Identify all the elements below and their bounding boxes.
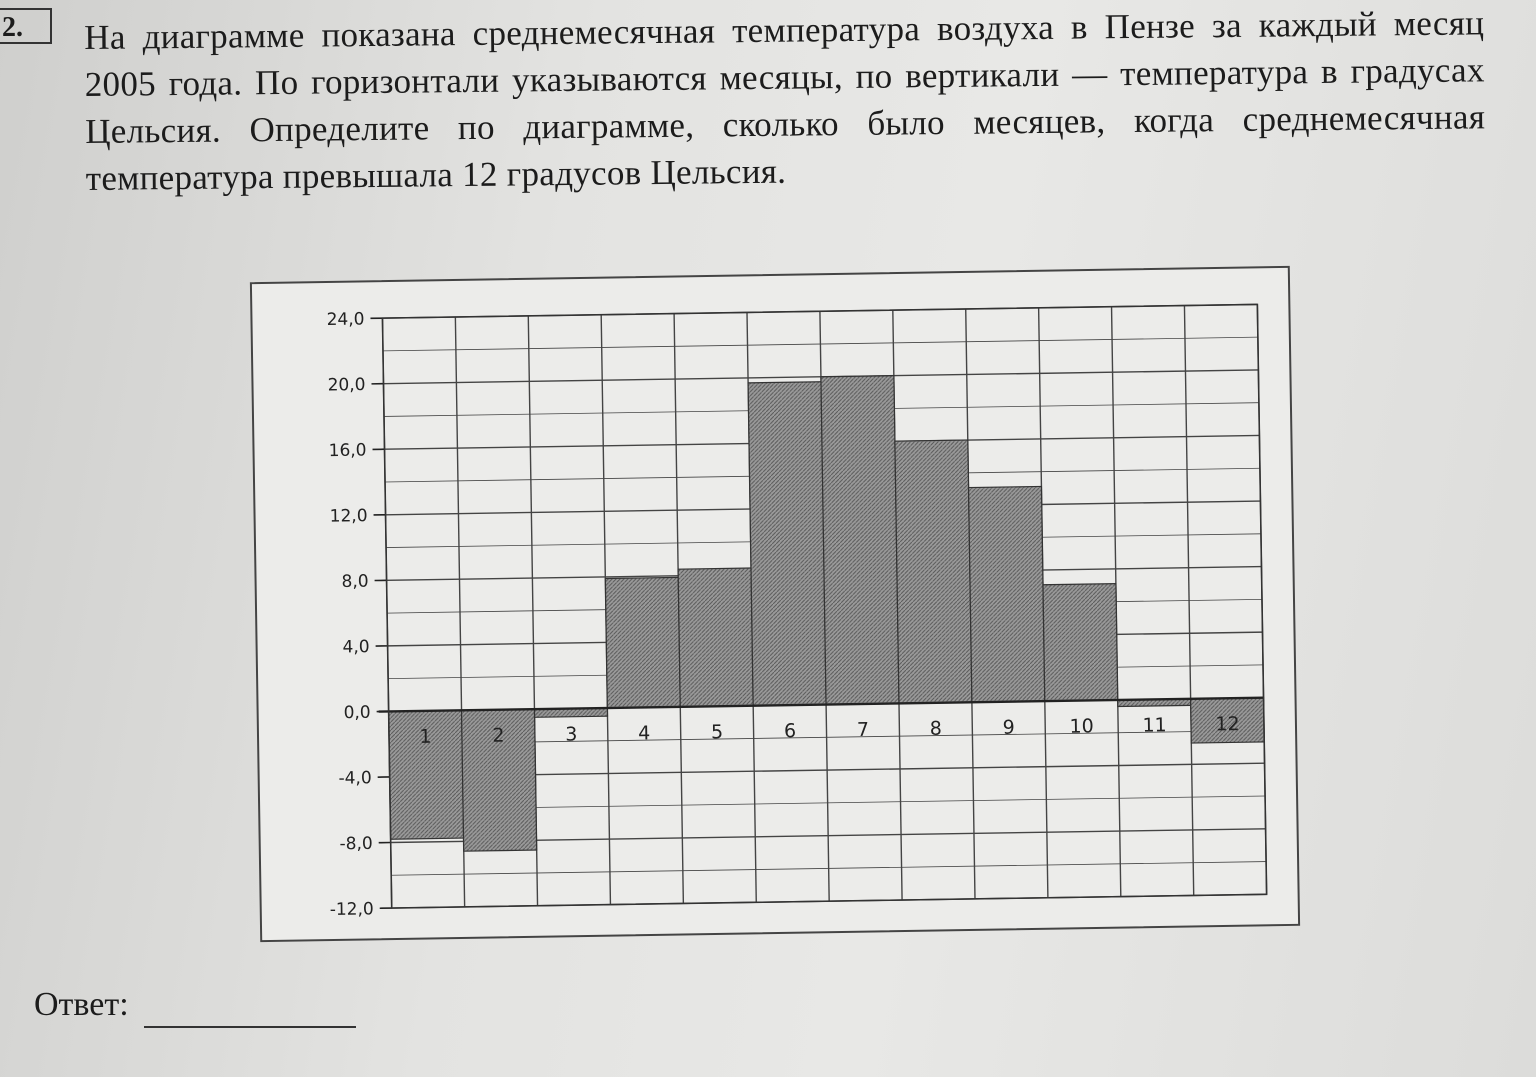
task-number: 2. <box>0 8 52 44</box>
bar-month-4 <box>605 577 680 708</box>
x-tick-label: 1 <box>419 725 432 748</box>
bar-month-7 <box>821 376 899 705</box>
chart-frame <box>250 266 1300 942</box>
y-tick-label: 12,0 <box>329 506 368 527</box>
bar-month-8 <box>895 440 972 703</box>
x-tick-label: 11 <box>1142 714 1167 737</box>
bar-month-5 <box>678 568 753 707</box>
x-tick-label: 7 <box>856 718 870 742</box>
y-tick-label: 8,0 <box>341 571 369 593</box>
bar-month-9 <box>969 486 1045 702</box>
y-tick-label: -8,0 <box>339 833 373 855</box>
y-tick-label: 20,0 <box>327 374 366 396</box>
x-tick-label: 12 <box>1215 713 1240 736</box>
y-tick-label: 24,0 <box>326 309 365 331</box>
y-tick-label: 0,0 <box>343 702 371 724</box>
task-question-text: На диаграмме показана среднемесячная температура воздуха в Пензе за каждый месяц 2005 года. По горизонтали указываются месяцы, по вертикали — температура в градусах Цельсия. Определите по диаграмме, сколько было месяцев, когда среднемесячная температура превышала 12 градусов Цельсия. <box>84 3 1486 198</box>
bar-month-10 <box>1043 584 1118 701</box>
x-tick-label: 6 <box>783 720 797 743</box>
bar-month-6 <box>748 382 826 706</box>
y-tick-label: -12,0 <box>329 899 374 921</box>
x-tick-label: 10 <box>1069 715 1094 738</box>
answer-label: Ответ: <box>34 986 129 1023</box>
x-tick-label: 5 <box>710 721 724 744</box>
x-tick-label: 9 <box>1002 716 1015 739</box>
y-tick-label: 16,0 <box>328 440 367 462</box>
y-tick-label: 4,0 <box>342 637 370 658</box>
x-tick-label: 3 <box>565 723 578 746</box>
y-tick-label: -4,0 <box>338 768 372 789</box>
x-tick-label: 2 <box>492 724 505 747</box>
x-tick-label: 8 <box>929 717 943 740</box>
x-tick-label: 4 <box>638 722 651 745</box>
answer-input-line[interactable] <box>144 1026 356 1028</box>
temperature-bar-chart <box>252 268 1298 940</box>
